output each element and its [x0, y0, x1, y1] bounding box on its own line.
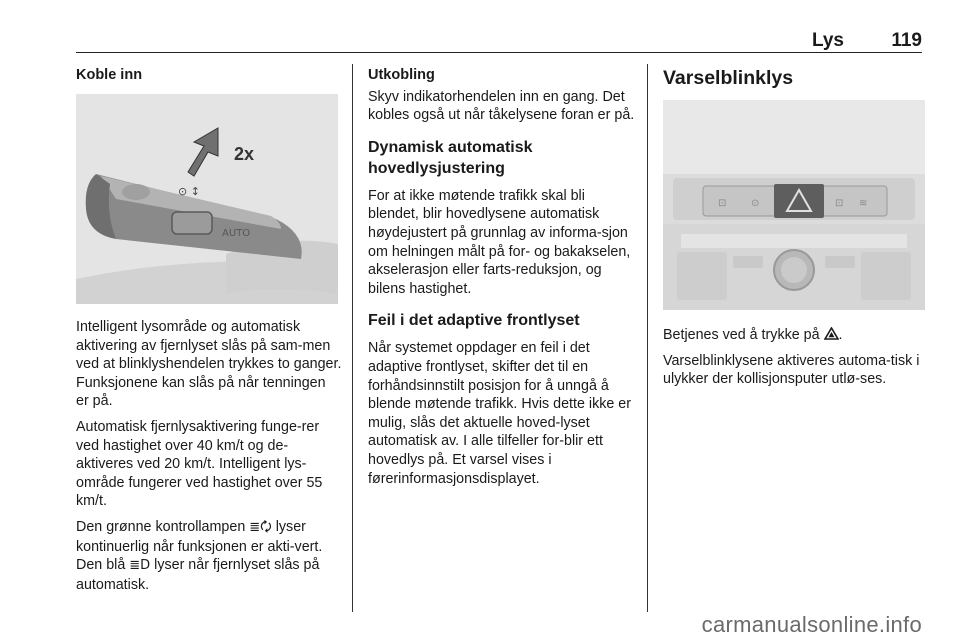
paragraph: For at ikke møtende trafikk skal bli blendet, blir hovedlysene automatisk høydejustert på grunnlag av informa-sjon om helningen målt på for- og bakakselen, akselerasjon eller farts-reduksjon, og bilens hastighet. — [368, 187, 631, 297]
heading-varselblinklys: Varselblinklys — [663, 67, 794, 89]
column-1-text — [76, 318, 342, 601]
indicator-stalk-illustration — [76, 94, 338, 304]
section-title: Lys — [811, 30, 844, 51]
svg-text:⊡: ⊡ — [718, 198, 727, 209]
heading-dynamic-leveling: Dynamisk automatisk hovedlysjustering — [368, 138, 533, 177]
column-divider-2 — [647, 64, 648, 612]
watermark: carmanualsonline.info — [701, 612, 922, 637]
paragraph: Skyv indikatorhendelen inn en gang. Det kobles også ut når tåkelysene foran er på. — [368, 88, 635, 124]
svg-text:⊡: ⊡ — [835, 198, 844, 209]
hazard-triangle-icon — [824, 327, 839, 340]
page-header — [76, 26, 922, 53]
paragraph-control-lamps: Den grønne kontrollampen ≣🗘 lyser kontinuerlig når funksjonen er akti-vert. Den blå ≣D lyser når fjernlyset slås på automatisk. — [76, 518, 323, 593]
svg-text:AUTO: AUTO — [222, 228, 251, 239]
blue-lamp-icon: ≣D — [129, 558, 151, 574]
column-3 — [663, 66, 925, 100]
column-divider-1 — [352, 64, 353, 612]
paragraph: Intelligent lysområde og automatisk aktivering av fjernlyset slås på sam-men ved at blinklyshendelen trykkes to ganger. Funksjonene kan slås på når tenningen er på. — [76, 319, 342, 410]
paragraph: Når systemet oppdager en feil i det adaptive frontlyset, skifter det til en forhåndsinnstilt posisjon for å unngå å blende møtende trafikk. Hvis dette ikke er mulig, slås det aktuelle hoved-lyset automatisk av. I alle tilfeller for-blir ett hovedlys på. Et varsel vises i førerinformasjonsdisplayet. — [368, 340, 632, 487]
stalk-figure — [76, 94, 338, 304]
column-1 — [76, 66, 340, 88]
hazard-figure — [663, 100, 925, 310]
column-2 — [368, 66, 638, 495]
paragraph: Automatisk fjernlysaktivering funge-rer ved hastighet over 40 km/t og de-aktiveres ved 20 km/t. Intelligent lys-område fungerer ved hastighet over 55 km/t. — [76, 418, 323, 510]
paragraph-hazard-button: Betjenes ved å trykke på . — [663, 327, 843, 343]
hazard-switch-illustration — [663, 100, 925, 310]
heading-adaptive-fault: Feil i det adaptive frontlyset — [368, 312, 580, 330]
column-3-text — [663, 326, 929, 396]
paragraph: Varselblinklysene aktiveres automa-tisk i ulykker der kollisjonsputer utlø-ses. — [663, 352, 920, 388]
heading-utkobling: Utkobling — [368, 67, 435, 83]
svg-text:⊙ ↕: ⊙ ↕ — [178, 185, 200, 198]
heading-koble-inn: Koble inn — [76, 67, 143, 83]
svg-text:⊙: ⊙ — [751, 198, 760, 209]
page-number: 119 — [891, 30, 922, 51]
svg-text:≋: ≋ — [859, 198, 868, 209]
green-lamp-icon: ≣🗘 — [249, 519, 272, 535]
press-count-label: 2x — [234, 144, 255, 164]
